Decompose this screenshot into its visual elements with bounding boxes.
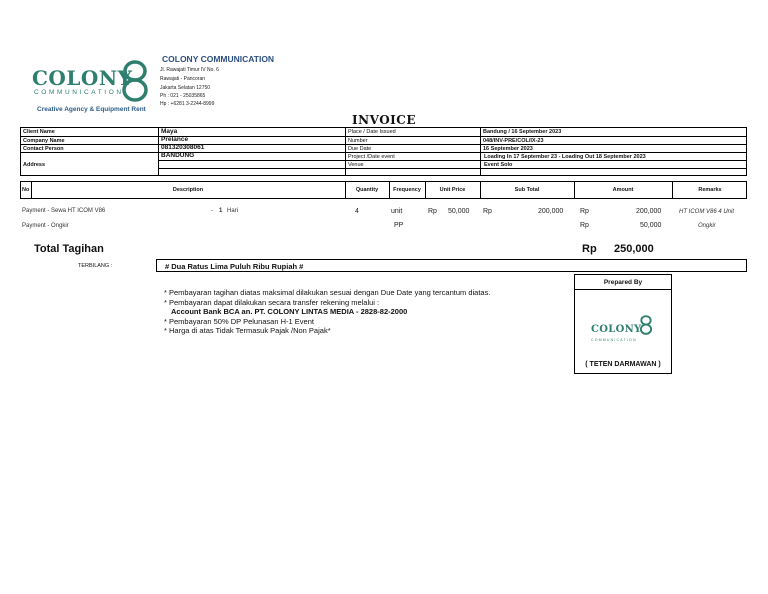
logo-eight-icon (120, 60, 150, 102)
project-value: Loading In 17 September 23 - Loading Out 18 September 2023 (484, 154, 646, 160)
col-description: Description (172, 187, 204, 193)
project-label: Project /Date event (348, 154, 395, 160)
payment-notes (164, 288, 490, 336)
invoice-info-table (20, 127, 747, 176)
total-label: Total Tagihan (34, 243, 104, 255)
company-tagline: Creative Agency & Equipment Rent (37, 106, 146, 113)
col-amount: Amount (612, 187, 634, 193)
company-name: COLONY COMMUNICATION (162, 54, 275, 64)
row-day-unit: Hari (227, 208, 239, 214)
row-quantity: 4 (355, 208, 359, 215)
row-currency: Rp (483, 208, 492, 215)
note-line: * Pembayaran dapat dilakukan secara transfer rekening melalui : (164, 297, 380, 307)
row-currency: Rp (580, 208, 589, 215)
row-currency: Rp (428, 208, 437, 215)
due-date-value: 16 September 2023 (483, 146, 533, 152)
invoice-number: 048/INV-PRE/COL/IX-23 (483, 138, 544, 144)
row-amount: 200,000 (636, 208, 662, 215)
prepared-logo (591, 319, 642, 342)
row-subtotal: 200,000 (538, 208, 564, 215)
col-quantity: Quantity (355, 187, 379, 193)
due-date-label: Due Date (348, 146, 372, 152)
row-currency: Rp (580, 222, 589, 229)
row-frequency: unit (391, 208, 403, 215)
row-description: Payment - Sewa HT ICOM V86 (22, 208, 106, 214)
col-no: No (22, 187, 30, 193)
company-address-line: Rawajati - Pancoran (160, 76, 206, 82)
venue-value: Event Solo (484, 162, 513, 168)
venue-label: Venue (348, 162, 364, 168)
total-currency: Rp (582, 243, 597, 255)
prepared-by-box (574, 274, 672, 374)
company-address-line: Jl. Rawajati Timur IV No. 6 (160, 67, 219, 73)
terbilang-label: TERBILANG : (78, 263, 113, 269)
note-line: * Pembayaran 50% DP Pelunasan H-1 Event (164, 316, 314, 326)
total-value: 250,000 (614, 243, 654, 255)
company-mobile: Hp : +6281 3-2244-8999 (160, 101, 215, 107)
place-date-value: Bandung / 16 September 2023 (483, 129, 562, 135)
col-unit-price: Unit Price (439, 187, 466, 193)
bank-account-line: Account Bank BCA an. PT. COLONY LINTAS MEDIA - 2828-82-2000 (171, 307, 408, 316)
col-remarks: Remarks (698, 187, 722, 193)
company-logo (20, 52, 156, 107)
contact-person-label: Contact Person (23, 146, 64, 152)
row-remarks: Ongkir (698, 223, 716, 229)
terbilang-text: # Dua Ratus Lima Puluh Ribu Rupiah # (165, 262, 304, 271)
prepared-logo-word: COLONY (591, 324, 642, 335)
prepared-logo-sub: COMMUNICATION (591, 338, 637, 342)
address-value: BANDUNG (161, 152, 195, 159)
address-label: Address (23, 162, 46, 168)
number-label: Number (348, 138, 368, 144)
row-unit-price: 50,000 (448, 208, 470, 215)
logo-eight-icon (639, 315, 653, 335)
contact-person-value: 081320308061 (161, 144, 205, 151)
prepared-by-title: Prepared By (603, 279, 643, 286)
row-remarks: HT ICOM V86 4 Unit (679, 209, 735, 215)
note-line: * Harga di atas Tidak Termasuk Pajak /Non Pajak* (164, 326, 331, 335)
col-frequency: Frequency (393, 187, 421, 193)
items-header (20, 181, 747, 199)
row-frequency: PP (394, 222, 404, 229)
logo-wordmark: COLONY (32, 66, 133, 90)
invoice-title: INVOICE (352, 113, 416, 127)
client-name-value: Maya (161, 128, 178, 135)
row-days: 1 (219, 208, 223, 214)
preparer-name: ( TETEN DARMAWAN ) (585, 361, 661, 368)
terbilang-box (156, 259, 747, 272)
col-subtotal: Sub Total (514, 187, 540, 193)
client-name-label: Client Name (23, 129, 55, 135)
logo-subtitle: COMMUNICATION (34, 89, 124, 96)
note-line: * Pembayaran tagihan diatas maksimal dilakukan sesuai dengan Due Date yang tercantum diatas. (164, 288, 491, 297)
row-amount: 50,000 (640, 222, 662, 229)
company-name-label: Company Name (23, 138, 65, 144)
company-phone: Ph : 021 - 25035865 (160, 93, 206, 99)
company-address-line: Jakarta Selatan 12750 (160, 85, 211, 91)
row-description: Payment - Ongkir (22, 223, 69, 229)
company-name-value: Prelance (161, 136, 189, 143)
row-dash: - (211, 208, 213, 214)
place-date-label: Place / Date Issued (348, 129, 396, 135)
